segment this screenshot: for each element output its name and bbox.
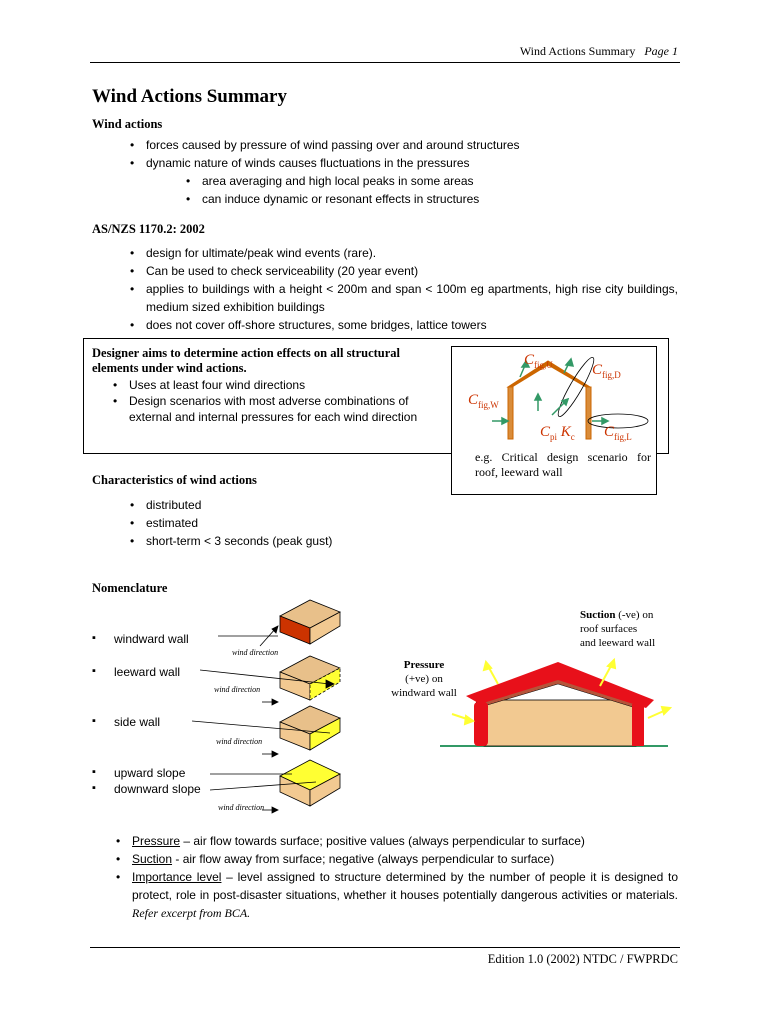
list-item: • Uses at least four wind directions bbox=[113, 377, 443, 393]
label-cfig-d: $C_{fig,D}$ bbox=[592, 362, 621, 380]
running-header bbox=[520, 44, 678, 59]
label-cfig-l: $C_{fig,L}$ bbox=[604, 424, 632, 442]
list-item: • distributed bbox=[130, 496, 530, 514]
pressure-suction-diagram bbox=[440, 650, 680, 760]
definitions-list bbox=[116, 832, 678, 922]
house-side bbox=[192, 706, 340, 757]
designer-list bbox=[113, 377, 443, 425]
house-leeward bbox=[200, 656, 340, 705]
list-item: ▪ windward wall bbox=[92, 632, 189, 646]
list-item: • short-term < 3 seconds (peak gust) bbox=[130, 532, 530, 550]
pressure-note: Pressure (+ve) on windward wall bbox=[391, 659, 457, 699]
list-item: • Can be used to check serviceability (20 year event) bbox=[130, 262, 678, 280]
list-item: • area averaging and high local peaks in some areas bbox=[186, 172, 666, 190]
wind-actions-sublist bbox=[186, 172, 666, 208]
header-rule bbox=[90, 62, 680, 63]
list-item: • design for ultimate/peak wind events (rare). bbox=[130, 244, 678, 262]
label-cfig-w: $C_{fig,W}$ bbox=[468, 392, 499, 410]
list-item: • Pressure – air flow towards surface; positive values (always perpendicular to surface) bbox=[116, 832, 678, 850]
wind-actions-list bbox=[130, 136, 680, 172]
standard-list bbox=[130, 244, 678, 334]
heading-characteristics: Characteristics of wind actions bbox=[92, 473, 257, 487]
footer-text: Edition 1.0 (2002) NTDC / FWPRDC bbox=[487, 952, 678, 966]
list-item: ▪ upward slope bbox=[92, 766, 185, 780]
term-suction: Suction bbox=[132, 852, 173, 866]
designer-heading: Designer aims to determine action effects on all structural elements under wind actions. bbox=[92, 346, 401, 375]
list-item: • Design scenarios with most adverse combinations of external and internal pressures for each wind direction bbox=[113, 393, 443, 425]
list-item: • Importance level – level assigned to structure determined by the number of people it is designed to protect, role in post-disaster situations, whether it houses potentially dangerous activities or materials. Refer excerpt from BCA. bbox=[116, 868, 678, 922]
nomenclature-houses bbox=[180, 598, 380, 818]
suction-leeward-zone bbox=[632, 704, 644, 746]
list-item: ▪ side wall bbox=[92, 715, 160, 729]
list-item: • estimated bbox=[130, 514, 530, 532]
term-importance-level: Importance level bbox=[132, 870, 222, 884]
header-title: Wind Actions Summary bbox=[519, 44, 636, 58]
page-title: Wind Actions Summary bbox=[92, 86, 287, 107]
wind-direction-label: wind direction bbox=[214, 685, 261, 694]
label-cpi-kc: $C_{pi}$ $K_c$ bbox=[540, 424, 575, 442]
windward-column bbox=[508, 387, 513, 439]
heading-nomenclature: Nomenclature bbox=[92, 581, 168, 595]
list-item: • applies to buildings with a height < 200m and span < 100m eg apartments, high rise city buildings, medium sized exhibition buildings bbox=[130, 280, 678, 316]
characteristics-list bbox=[130, 496, 530, 550]
list-item: • dynamic nature of winds causes fluctuations in the pressures bbox=[130, 154, 680, 172]
list-item: • forces caused by pressure of wind passing over and around structures bbox=[130, 136, 680, 154]
house-windward bbox=[218, 600, 340, 646]
list-item: • can induce dynamic or resonant effects in structures bbox=[186, 190, 666, 208]
heading-wind-actions: Wind actions bbox=[92, 117, 163, 131]
list-item: • does not cover off-shore structures, some bridges, lattice towers bbox=[130, 316, 678, 334]
term-pressure: Pressure bbox=[132, 834, 181, 848]
building-body bbox=[484, 700, 636, 746]
footer-rule bbox=[90, 947, 680, 948]
header-page: Page 1 bbox=[644, 44, 678, 58]
suction-note: Suction (-ve) on roof surfaces and leeward wall bbox=[580, 609, 656, 649]
label-cfig-u: $C_{fig,U}$ bbox=[524, 352, 553, 370]
wind-direction-label: wind direction bbox=[218, 803, 265, 812]
wind-direction-label: wind direction bbox=[216, 737, 263, 746]
figure-caption: e.g. Critical design scenario for roof, leeward wall bbox=[475, 450, 651, 479]
list-item: ▪ downward slope bbox=[92, 782, 201, 796]
leeward-column bbox=[586, 387, 591, 439]
list-item: • Suction - air flow away from surface; negative (always perpendicular to surface) bbox=[116, 850, 678, 868]
heading-standard: AS/NZS 1170.2: 2002 bbox=[92, 222, 205, 236]
pressure-windward-zone bbox=[474, 702, 488, 746]
list-item: ▪ leeward wall bbox=[92, 665, 180, 679]
wind-direction-label: wind direction bbox=[232, 648, 279, 657]
